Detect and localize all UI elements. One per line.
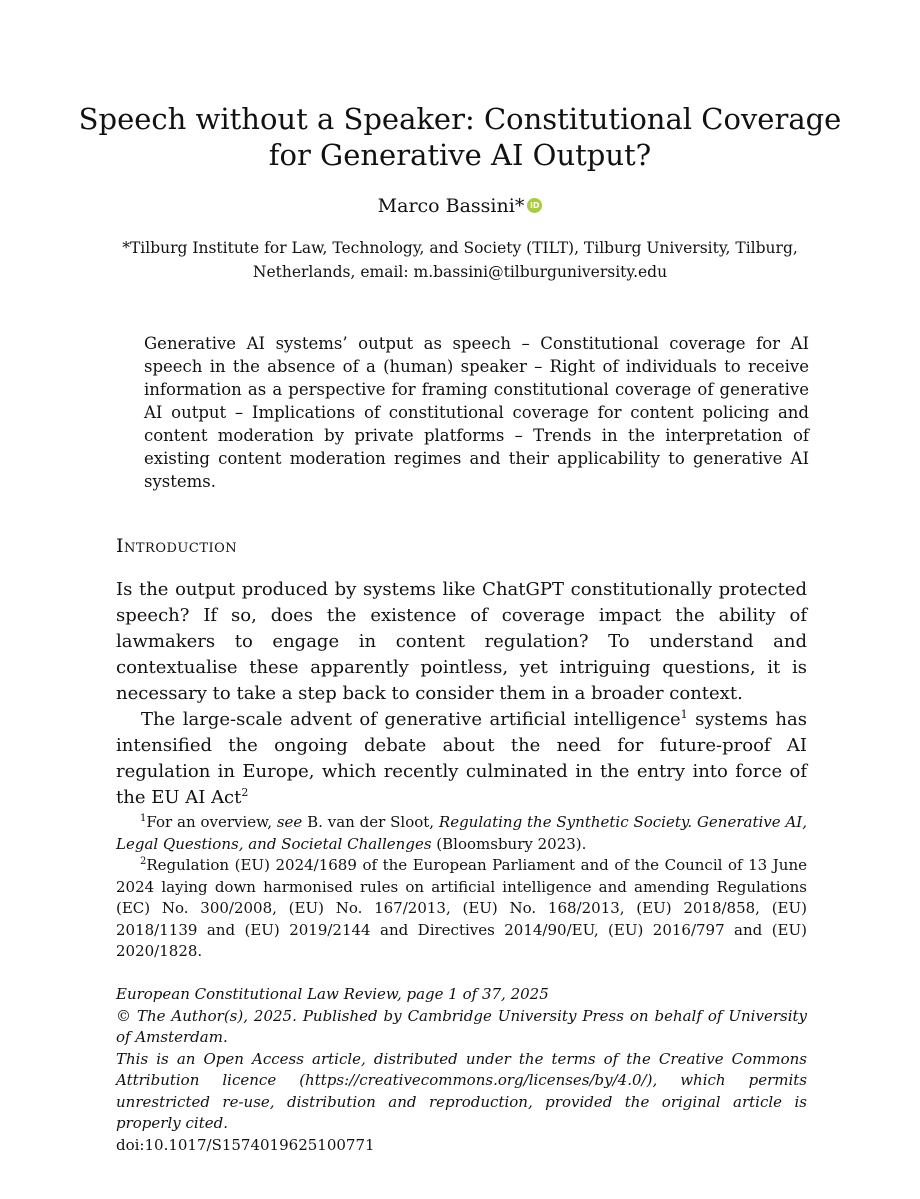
footnotes (116, 812, 807, 963)
section-heading-introduction: Introduction (116, 535, 238, 557)
footnote-2 (116, 855, 807, 963)
author-affiliation: *Tilburg Institute for Law, Technology, and Society (TILT), Tilburg University, Tilburg, Netherlands, email: m.bassini@tilburguniversity.edu (122, 239, 798, 281)
title-line-1: Speech without a Speaker: Constitutional Coverage (78, 102, 842, 137)
footnote-1-see: see (276, 813, 303, 831)
footnote-1-book-title: Regulating the Synthetic Society. Generative AI, Legal Questions, and Societal Challenges (116, 813, 807, 853)
footnote-1-text-b: B. van der Sloot, (302, 813, 439, 831)
footnote-2-number: 2 (140, 856, 147, 867)
footnote-1-text-a: For an overview, (146, 813, 277, 831)
doi[interactable]: doi:10.1017/S1574019625100771 (116, 1135, 375, 1154)
paragraph-2-text-a: The large-scale advent of generative artificial intelligence (141, 709, 681, 730)
copyright-notice: © The Author(s), 2025. Published by Cambridge University Press on behalf of University of Amsterdam. (116, 1006, 807, 1046)
abstract: Generative AI systems’ output as speech – Constitutional coverage for AI speech in the absence of a (human) speaker – Right of individuals to receive information as a perspective for framing constitutional coverage of generative AI output – Implications of constitutional coverage for content policing and content moderation by private platforms – Trends in the interpretation of existing content moderation regimes and their applicability to generative AI systems. (144, 334, 809, 491)
author-line (0, 194, 920, 218)
title-line-2: for Generative AI Output? (268, 138, 652, 173)
footnote-1 (116, 812, 807, 855)
author-name: Marco Bassini* (377, 195, 525, 217)
paragraph-1: Is the output produced by systems like ChatGPT constitutionally protected speech? If so, does the existence of coverage impact the ability of lawmakers to engage in content regulation? To understand and contextualise these apparently pointless, yet intriguing questions, it is necessary to take a step back to consider them in a broader context. (116, 579, 807, 704)
orcid-icon[interactable]: iD (527, 198, 542, 213)
footnote-ref-2[interactable]: 2 (241, 786, 249, 799)
journal-citation: European Constitutional Law Review, page 1 of 37, 2025 (116, 985, 549, 1003)
paragraph-2 (116, 707, 807, 811)
body-text (116, 577, 807, 811)
publication-footer (116, 984, 807, 1156)
footnote-2-text: Regulation (EU) 2024/1689 of the European Parliament and of the Council of 13 June 2024 laying down harmonised rules on artificial intelligence and amending Regulations (EC) No. 300/2008, (EU) No. 167/2013, (EU) No. 168/2013, (EU) 2018/858, (EU) 2018/1139 and (EU) 2019/2144 and Directives 2014/90/EU, (EU) 2016/797 and (EU) 2020/1828. (116, 856, 807, 960)
footnote-1-text-c: (Bloomsbury 2023). (431, 834, 587, 853)
footnote-ref-1[interactable]: 1 (680, 708, 688, 721)
paragraph-2-text-b: systems has intensified the ongoing debate about the need for future-proof AI regulation in Europe, which recently culminated in the entry into force of the EU AI Act (116, 709, 807, 808)
footnote-1-number: 1 (140, 813, 147, 824)
paper-title (70, 101, 850, 173)
license-notice: This is an Open Access article, distributed under the terms of the Creative Commons Attribution licence (https://creativecommons.org/licenses/by/4.0/), which permits unrestricted re-use, distribution and reproduction, provided the original article is properly cited. (116, 1049, 807, 1132)
